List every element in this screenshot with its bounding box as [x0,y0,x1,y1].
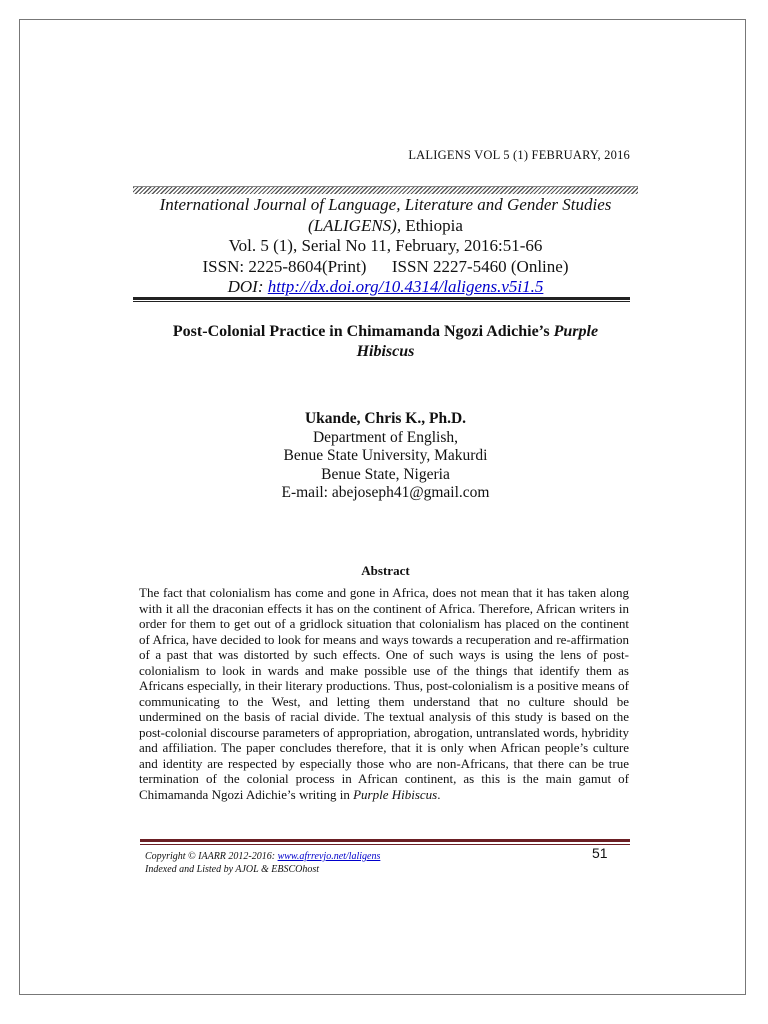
title-italic-2: Hibiscus [356,343,415,360]
journal-country: Ethiopia [401,215,463,235]
author-location: Benue State, Nigeria [321,465,450,483]
paper-title [133,322,638,362]
abstract-heading: Abstract [361,563,410,578]
author-info [133,410,638,503]
abstract-text: The fact that colonialism has come and gone in Africa, does not mean that it has taken along with it all the draconian effects it has on the continent of Africa. Therefore, African writers in order for them to get out of a gridlock situation that colonialism has placed on the continent of Africa, have decided to look for means and ways towards a recuperation and re-affirmation of a past that was distorted by such effects. One of such ways is using the lens of post-colonialism to look in wards and make possible use of the things that identify them as Africans especially, in their literary productions. Thus, post-colonialism is a positive means of communicating to the West, and letting them understand that no culture should be undermined on the basis of racial divide. The textual analysis of this study is based on the post-colonial discourse parameters of appropriation, abrogation, untranslated words, hybridity and affiliation. The paper concludes therefore, that it is only when African people’s culture and identity are respected by especially those who are non-Africans, that there can be true termination of the colonial process in African continent, as this is the main gamut of Chimamanda Ngozi Adichie’s writing in [139,585,629,802]
author-department: Department of English, [312,428,459,446]
journal-name: International Journal of Language, Literature and Gender Studies [159,195,612,214]
header-rule [133,297,630,302]
issn-line [133,257,638,278]
journal-website-link[interactable]: www.afrrevjo.net/laligens [277,851,381,862]
journal-info [133,195,638,298]
doi-label: DOI: [227,277,268,296]
page-number: 51 [592,845,608,861]
page-frame [19,19,746,995]
doi-line [133,277,638,298]
journal-name-line2 [133,216,638,237]
issn-print: ISSN: 2225-8604(Print) [202,256,367,276]
copyright-line [145,850,380,863]
abstract-body [139,585,629,802]
running-head: LALIGENS VOL 5 (1) FEBRUARY, 2016 [408,148,630,162]
journal-abbrev: (LALIGENS), [308,215,402,235]
footer [145,850,380,876]
title-main: Post-Colonial Practice in Chimamanda Ngozi Adichie’s [172,323,554,340]
author-university: Benue State University, Makurdi [283,447,488,464]
issn-online: ISSN 2227-5460 (Online) [391,256,569,276]
footer-rule [140,839,630,845]
copyright-text: Copyright © IAARR 2012-2016: [145,851,278,862]
title-italic-1: Purple [553,323,599,340]
author-email: E-mail: abejoseph41@gmail.com [281,484,490,501]
abstract-end: . [437,786,441,802]
doi-link[interactable]: http://dx.doi.org/10.4314/laligens.v5i1.5 [267,277,544,296]
indexed-line: Indexed and Listed by AJOL & EBSCOhost [145,864,320,875]
ornamental-rule [133,186,638,194]
author-name: Ukande, Chris K., Ph.D. [304,410,467,427]
volume-line: Vol. 5 (1), Serial No 11, February, 2016:51-66 [228,236,543,255]
abstract-italic: Purple Hibiscus [353,786,438,802]
